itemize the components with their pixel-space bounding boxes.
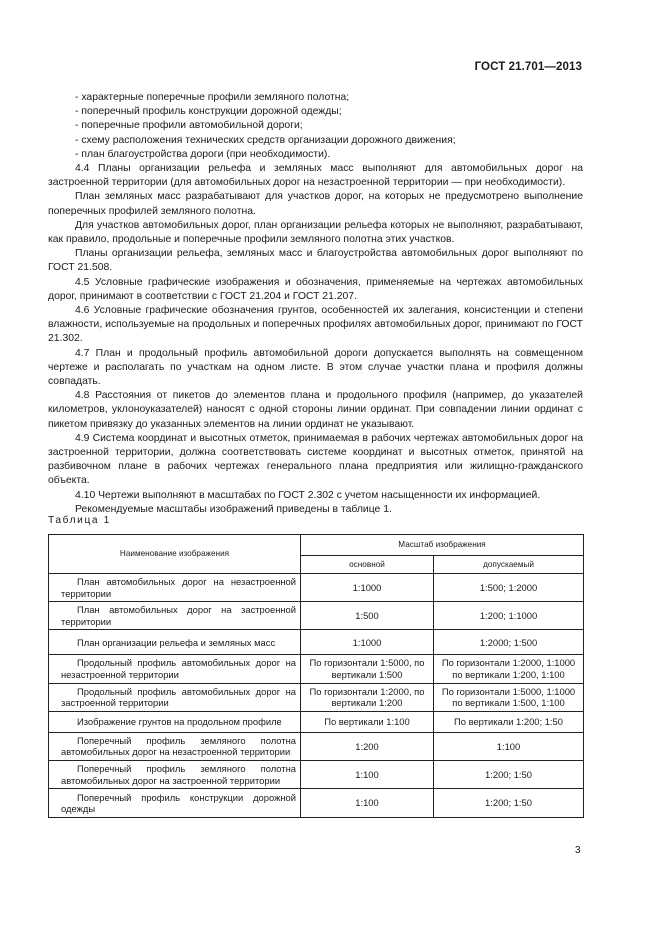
- row-main: 1:100: [301, 789, 434, 818]
- row-allowed: 1:200; 1:1000: [434, 602, 584, 630]
- table-row: [49, 760, 584, 788]
- table-row: [49, 711, 584, 732]
- document-code: ГОСТ 21.701—2013: [474, 61, 582, 73]
- row-name: Поперечный профиль земляного полотна автомобильных дорог на застроенной территории: [49, 760, 301, 788]
- header-allowed: допускаемый: [434, 556, 584, 574]
- paragraph: План земляных масс разрабатывают для участков дорог, на которых не предусмотрено выполнение поперечных профилей земляного полотна.: [48, 191, 583, 217]
- paragraph: 4.8 Расстояния от пикетов до элементов плана и продольного профиля (например, до указателей километров, уклоноуказателей) наносят с одной стороны линии ординат. При совпадении линии ординат с пикетом привязку до указанных элементов на линии ординат не указывают.: [48, 390, 583, 430]
- row-name: План автомобильных дорог на застроенной территории: [49, 602, 301, 630]
- row-name: План организации рельефа и земляных масс: [49, 630, 301, 655]
- paragraph: 4.9 Система координат и высотных отметок, принимаемая в рабочих чертежах автомобильных дорог на застроенной территории, должна соответствовать системе координат и высотных отметок, принятой на разбивочном плане в рабочих чертежах генерального плана предприятия или жилищно-гражданского объекта.: [48, 432, 583, 487]
- paragraph: - схему расположения технических средств организации дорожного движения;: [75, 134, 456, 146]
- row-allowed: По вертикали 1:200; 1:50: [434, 711, 584, 732]
- paragraph: - поперечный профиль конструкции дорожной одежды;: [75, 106, 342, 118]
- header-scale: Масштаб изображения: [301, 535, 584, 556]
- row-main: По горизонтали 1:2000, по вертикали 1:200: [301, 683, 434, 711]
- row-name: Поперечный профиль конструкции дорожной одежды: [49, 789, 301, 818]
- paragraph: Планы организации рельефа, земляных масс и благоустройства автомобильных дорог выполняют по ГОСТ 21.508.: [48, 248, 583, 274]
- table-row: [49, 574, 584, 602]
- row-allowed: 1:100: [434, 732, 584, 760]
- row-allowed: 1:2000; 1:500: [434, 630, 584, 655]
- paragraph: 4.7 План и продольный профиль автомобильной дороги допускается выполнять на совмещенном чертеже и располагать по участкам на одном листе. В этом случае участки плана и профиля должны совпадать.: [48, 347, 583, 388]
- row-name: Продольный профиль автомобильных дорог на незастроенной территории: [49, 655, 301, 683]
- paragraph: 4.10 Чертежи выполняют в масштабах по ГОСТ 2.302 с учетом насыщенности их информацией.: [75, 489, 541, 501]
- paragraph: - поперечные профили автомобильной дороги;: [75, 120, 303, 132]
- row-main: 1:100: [301, 760, 434, 788]
- table-row: [49, 732, 584, 760]
- row-main: По вертикали 1:100: [301, 711, 434, 732]
- paragraph: - план благоустройства дороги (при необходимости).: [75, 148, 331, 160]
- paragraph: - характерные поперечные профили земляного полотна;: [75, 92, 350, 103]
- paragraph: 4.4 Планы организации рельефа и земляных масс выполняют для автомобильных дорог на застроенной территории (для автомобильных дорог на незастроенной территории — при необходимости).: [48, 163, 583, 189]
- table-row: [49, 789, 584, 818]
- table-row: [49, 655, 584, 683]
- row-allowed: По горизонтали 1:5000, 1:1000 по вертикали 1:500, 1:100: [434, 683, 584, 711]
- row-name: Изображение грунтов на продольном профиле: [49, 711, 301, 732]
- scales-table: [48, 534, 584, 818]
- row-allowed: 1:200; 1:50: [434, 760, 584, 788]
- header-name: Наименование изображения: [49, 535, 301, 574]
- paragraph: Для участков автомобильных дорог, план организации рельефа которых не выполняют, разрабатывают, как правило, продольные и поперечные профили земляного полотна этих участков.: [48, 219, 583, 246]
- row-main: 1:200: [301, 732, 434, 760]
- row-main: 1:1000: [301, 574, 434, 602]
- row-name: Поперечный профиль земляного полотна автомобильных дорог на незастроенной территории: [49, 732, 301, 760]
- row-main: 1:500: [301, 602, 434, 630]
- paragraph: Рекомендуемые масштабы изображений приведены в таблице 1.: [75, 503, 392, 515]
- table-row: [49, 630, 584, 655]
- page-number: 3: [575, 845, 581, 856]
- paragraph: 4.6 Условные графические обозначения грунтов, особенностей их залегания, консистенции и степени влажности, используемые на продольных и поперечных профилях автомобильных дорог, принимают по ГОСТ 21.302.: [48, 305, 583, 345]
- table-row: [49, 683, 584, 711]
- row-name: Продольный профиль автомобильных дорог на застроенной территории: [49, 683, 301, 711]
- paragraph: 4.5 Условные графические изображения и обозначения, применяемые на чертежах автомобильных дорог, принимают в соответствии с ГОСТ 21.204 и ГОСТ 21.207.: [48, 276, 583, 302]
- table-caption: Таблица 1: [48, 515, 111, 526]
- body-text: [48, 91, 583, 517]
- row-allowed: 1:500; 1:2000: [434, 574, 584, 602]
- table-row: [49, 602, 584, 630]
- row-main: По горизонтали 1:5000, по вертикали 1:500: [301, 655, 434, 683]
- row-main: 1:1000: [301, 630, 434, 655]
- row-allowed: 1:200; 1:50: [434, 789, 584, 818]
- row-allowed: По горизонтали 1:2000, 1:1000 по вертикали 1:200, 1:100: [434, 655, 584, 683]
- row-name: План автомобильных дорог на незастроенной территории: [49, 574, 301, 602]
- header-main: основной: [301, 556, 434, 574]
